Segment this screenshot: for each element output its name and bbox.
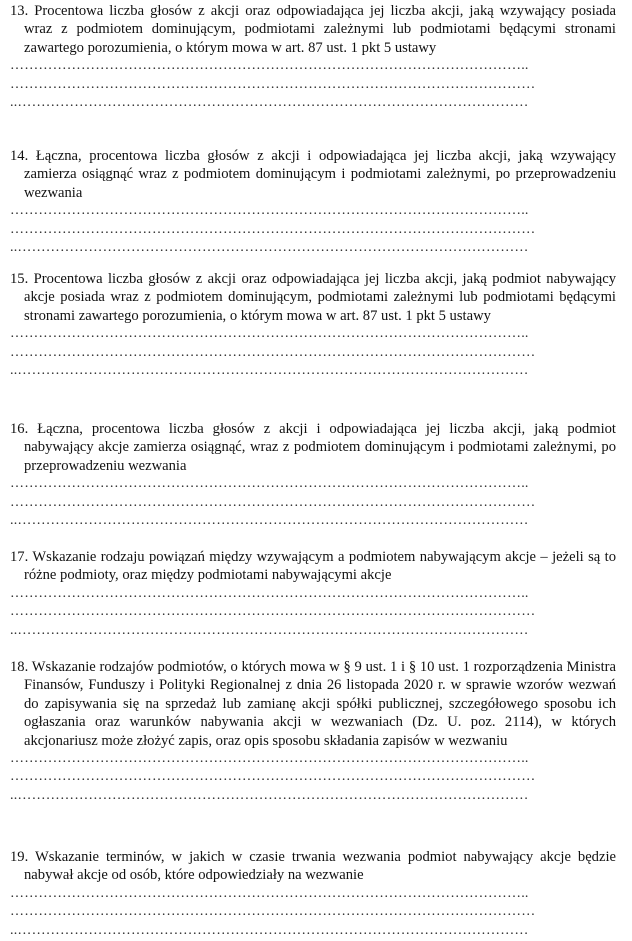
item-body: Łączna, procentowa liczba głosów z akcji i odpowiadająca jej liczba akcji, jaką podmiot nabywający akcje zamierza osiągnąć, wraz z podmiotem dominującym i podmiotami zależnymi, po przeprowadzeniu wezwania xyxy=(24,421,616,474)
fill-line[interactable]: ……………………………………………………………………………………………….. xyxy=(10,58,529,74)
section-17 xyxy=(10,548,616,640)
item-number: 14. xyxy=(10,148,29,164)
item-text xyxy=(10,658,616,750)
fill-line[interactable]: ………………………………………………………………………………………………… xyxy=(10,221,536,237)
fill-line[interactable]: ……………………………………………………………………………………………….. xyxy=(10,203,529,219)
section-19 xyxy=(10,848,616,940)
fill-line[interactable]: ……………………………………………………………………………………………….. xyxy=(10,585,529,601)
item-number: 15. xyxy=(10,271,29,287)
item-number: 13. xyxy=(10,3,29,19)
item-body: Wskazanie rodzajów podmiotów, o których mowa w § 9 ust. 1 i § 10 ust. 1 rozporządzenia Ministra Finansów, Funduszy i Polityki Regionalnej z dnia 26 listopada 2020 r. w sprawie wzorów wezwań do zapisywania się na sprzedaż lub zamianę akcji spółki publicznej, szczegółowego sposobu ich ogłaszania oraz warunków nabywania akcji w wezwaniach (Dz. U. poz. 2114), w których akcjonariusz może złożyć zapis, oraz opis sposobu składania zapisów w wezwaniu xyxy=(24,659,616,749)
item-body: Procentowa liczba głosów z akcji oraz odpowiadająca jej liczba akcji, jaką wzywający posiada wraz z podmiotem dominującym, podmiotami zależnymi lub podmiotami będącymi stronami zawartego porozumienia, o którym mowa w art. 87 ust. 1 pkt 5 ustawy xyxy=(24,3,616,56)
fill-line[interactable]: ..……………………………………………………………………………………………… xyxy=(10,240,529,256)
fill-line[interactable]: ..……………………………………………………………………………………………… xyxy=(10,622,529,638)
item-text xyxy=(10,2,616,57)
item-text xyxy=(10,270,616,325)
fill-line[interactable]: ………………………………………………………………………………………………… xyxy=(10,76,536,92)
fill-line[interactable]: ………………………………………………………………………………………………… xyxy=(10,344,536,360)
item-text xyxy=(10,848,616,885)
fill-line[interactable]: ..……………………………………………………………………………………………… xyxy=(10,513,529,529)
item-text xyxy=(10,147,616,202)
item-number: 17. xyxy=(10,549,29,565)
section-15 xyxy=(10,270,616,380)
item-text xyxy=(10,548,616,585)
fill-line[interactable]: ………………………………………………………………………………………………… xyxy=(10,769,536,785)
fill-line[interactable]: ..……………………………………………………………………………………………… xyxy=(10,787,529,803)
fill-line[interactable]: ………………………………………………………………………………………………… xyxy=(10,904,536,920)
item-body: Łączna, procentowa liczba głosów z akcji i odpowiadająca jej liczba akcji, jaką wzywający zamierza osiągnąć wraz z podmiotem dominującym i podmiotami zależnymi, po przeprowadzeniu wezwania xyxy=(24,148,616,201)
item-number: 16. xyxy=(10,421,29,437)
item-number: 18. xyxy=(10,659,29,675)
fill-line[interactable]: ..……………………………………………………………………………………………… xyxy=(10,95,529,111)
fill-line[interactable]: ……………………………………………………………………………………………….. xyxy=(10,476,529,492)
item-number: 19. xyxy=(10,849,29,865)
item-body: Wskazanie rodzaju powiązań między wzywającym a podmiotem nabywającym akcje – jeżeli są to różne podmioty, oraz między podmiotami nabywającymi akcje xyxy=(24,549,616,584)
section-13 xyxy=(10,2,616,112)
section-18 xyxy=(10,658,616,805)
item-text xyxy=(10,420,616,475)
section-16 xyxy=(10,420,616,530)
fill-line[interactable]: ………………………………………………………………………………………………… xyxy=(10,494,536,510)
item-body: Wskazanie terminów, w jakich w czasie trwania wezwania podmiot nabywający akcje będzie nabywał akcje od osób, które odpowiedziały na wezwanie xyxy=(24,849,616,884)
fill-line[interactable]: ………………………………………………………………………………………………… xyxy=(10,604,536,620)
fill-line[interactable]: ..……………………………………………………………………………………………… xyxy=(10,922,529,938)
fill-line[interactable]: ……………………………………………………………………………………………….. xyxy=(10,885,529,901)
section-14 xyxy=(10,147,616,257)
fill-line[interactable]: ……………………………………………………………………………………………….. xyxy=(10,751,529,767)
item-body: Procentowa liczba głosów z akcji oraz odpowiadająca jej liczba akcji, jaką podmiot nabywający akcje posiada wraz z podmiotem dominującym, podmiotami zależnymi lub podmiotami będącymi stronami zawartego porozumienia, o którym mowa w art. 87 ust. 1 pkt 5 ustawy xyxy=(24,271,616,324)
fill-line[interactable]: ……………………………………………………………………………………………….. xyxy=(10,326,529,342)
fill-line[interactable]: ..……………………………………………………………………………………………… xyxy=(10,363,529,379)
